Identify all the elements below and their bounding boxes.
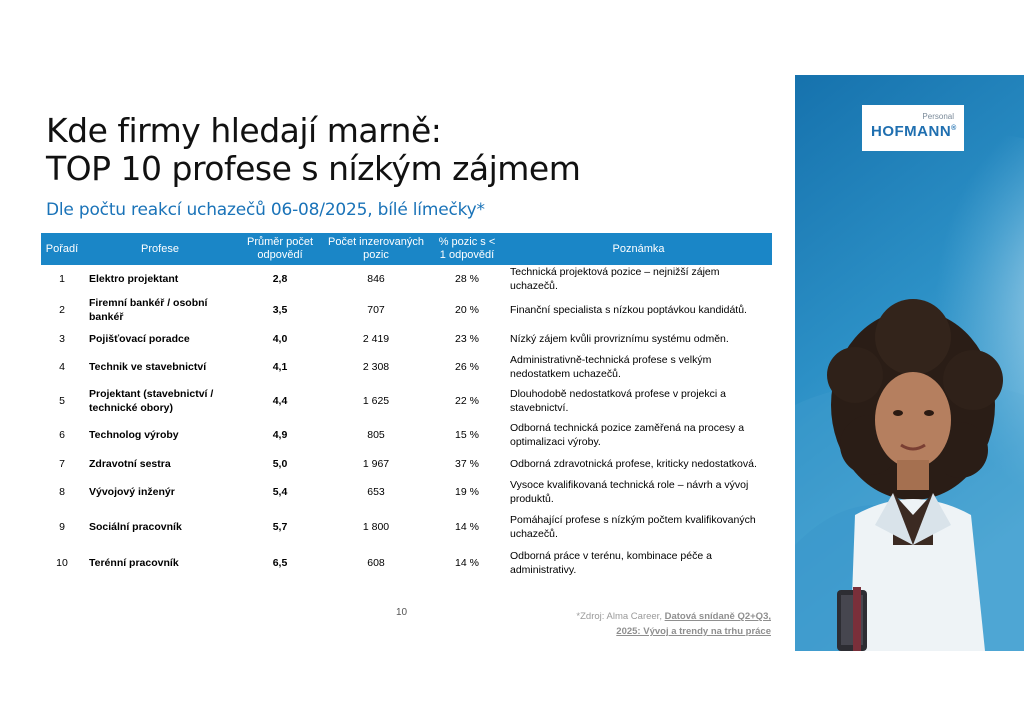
cell-note: Vysoce kvalifikovaná technická role – návrh a vývoj produktů. xyxy=(510,479,749,505)
cell-note: Finanční specialista s nízkou poptávkou kandidátů. xyxy=(510,304,747,316)
header-profession: Profese xyxy=(83,233,237,265)
cell-pct: 28 % xyxy=(455,273,479,285)
cell-pct: 19 % xyxy=(455,486,479,498)
cell-positions: 2 308 xyxy=(362,361,390,373)
cell-pct: 37 % xyxy=(455,457,479,470)
cell-positions: 1 967 xyxy=(362,457,390,470)
source-note xyxy=(576,609,771,639)
header-positions-line-2: pozic xyxy=(363,249,389,261)
cell-note: Dlouhodobě nedostatková profese v projekci a stavebnictví. xyxy=(510,388,726,414)
cell-avg: 4,4 xyxy=(272,395,288,407)
cell-rank: 2 xyxy=(59,304,65,316)
logo-name-text xyxy=(871,123,957,140)
header-avg-line-2: odpovědí xyxy=(257,249,303,261)
cell-rank: 8 xyxy=(59,486,65,498)
cell-pct: 15 % xyxy=(455,429,479,441)
cell-positions: 1 625 xyxy=(362,395,390,407)
cell-rank: 3 xyxy=(59,332,65,345)
cell-avg: 5,0 xyxy=(272,457,288,470)
slide-title xyxy=(46,112,580,188)
cell-rank: 4 xyxy=(59,361,65,373)
table-row xyxy=(41,545,772,581)
table-row xyxy=(41,350,772,384)
cell-profession: Technolog výroby xyxy=(89,429,179,441)
cell-profession: Elektro projektant xyxy=(89,273,179,285)
cell-note: Pomáhající profese s nízkým počtem kvalifikovaných uchazečů. xyxy=(510,514,756,540)
cell-pct: 20 % xyxy=(455,304,479,316)
cell-positions: 846 xyxy=(367,273,385,285)
cell-profession: Firemní bankéř / osobní bankéř xyxy=(89,297,208,323)
header-pct xyxy=(429,233,505,265)
cell-positions: 1 800 xyxy=(362,521,390,533)
slide-subtitle: Dle počtu reakcí uchazečů 06-08/2025, bílé límečky* xyxy=(46,200,485,220)
cell-note: Odborná práce v terénu, kombinace péče a administrativy. xyxy=(510,550,712,576)
table-row xyxy=(41,475,772,509)
cell-profession: Projektant (stavebnictví / technické obory) xyxy=(89,388,214,414)
header-avg-line-1: Průměr počet xyxy=(246,236,314,248)
cell-avg: 6,5 xyxy=(272,557,288,569)
cell-avg: 5,7 xyxy=(272,521,288,533)
page-number: 10 xyxy=(396,607,408,618)
profession-table xyxy=(41,233,772,581)
cell-profession: Terénní pracovník xyxy=(89,557,179,569)
cell-pct: 26 % xyxy=(455,361,479,373)
cell-positions: 707 xyxy=(367,304,385,316)
header-pct-line-2: 1 odpovědí xyxy=(439,249,495,261)
cell-pct: 23 % xyxy=(455,332,479,345)
cell-note: Odborná technická pozice zaměřená na procesy a optimalizaci výroby. xyxy=(510,422,745,448)
title-line-1: Kde firmy hledají marně: xyxy=(46,111,442,150)
cell-avg: 4,1 xyxy=(272,361,288,373)
cell-rank: 6 xyxy=(59,429,65,441)
cell-rank: 1 xyxy=(59,273,65,285)
cell-positions: 608 xyxy=(367,557,385,569)
portrait-illustration xyxy=(795,75,1024,651)
photo-panel xyxy=(795,75,1024,651)
header-pct-line-1: % pozic s < xyxy=(438,236,496,248)
title-line-2: TOP 10 profese s nízkým zájmem xyxy=(46,149,581,188)
logo-brand: HOFMANN xyxy=(871,123,952,140)
cell-profession: Vývojový inženýr xyxy=(89,486,175,498)
cell-rank: 5 xyxy=(59,395,65,407)
cell-profession: Technik ve stavebnictví xyxy=(89,361,207,373)
cell-avg: 4,0 xyxy=(272,332,288,345)
cell-avg: 2,8 xyxy=(272,273,288,285)
cell-note: Odborná zdravotnická profese, kriticky nedostatková. xyxy=(510,457,757,470)
source-link-line-2[interactable]: 2025: Vývoj a trendy na trhu práce xyxy=(616,626,771,637)
header-positions xyxy=(323,233,429,265)
cell-positions: 2 419 xyxy=(362,332,390,345)
table-row xyxy=(41,384,772,418)
table-row xyxy=(41,452,772,475)
cell-pct: 14 % xyxy=(455,557,479,569)
cell-note: Technická projektová pozice – nejnižší zájem uchazečů. xyxy=(510,266,720,292)
logo-registered-mark: ® xyxy=(951,125,957,132)
cell-profession: Zdravotní sestra xyxy=(89,457,171,470)
cell-avg: 3,5 xyxy=(272,304,288,316)
cell-positions: 653 xyxy=(367,486,385,498)
cell-rank: 9 xyxy=(59,521,65,533)
source-prefix: *Zdroj: Alma Career, xyxy=(576,611,662,622)
table-row xyxy=(41,509,772,545)
cell-note: Administrativně-technická profese s velkým nedostatkem uchazečů. xyxy=(510,354,712,380)
cell-pct: 22 % xyxy=(455,395,479,407)
header-note: Poznámka xyxy=(505,233,772,265)
cell-rank: 7 xyxy=(59,457,65,470)
table-row xyxy=(41,327,772,350)
header-rank: Pořadí xyxy=(41,233,83,265)
table-row xyxy=(41,418,772,452)
logo-personal-text: Personal xyxy=(922,112,954,121)
cell-profession: Pojišťovací poradce xyxy=(89,332,190,345)
header-positions-line-1: Počet inzerovaných xyxy=(328,236,424,248)
cell-rank: 10 xyxy=(56,557,68,569)
hofmann-logo xyxy=(862,105,964,151)
cell-avg: 5,4 xyxy=(272,486,288,498)
cell-profession: Sociální pracovník xyxy=(89,521,182,533)
cell-positions: 805 xyxy=(367,429,385,441)
table-row xyxy=(41,265,772,293)
cell-avg: 4,9 xyxy=(272,429,288,441)
cell-pct: 14 % xyxy=(455,521,479,533)
cell-note: Nízký zájem kvůli provriznímu systému odměn. xyxy=(510,332,729,345)
header-avg-responses xyxy=(237,233,323,265)
table-row xyxy=(41,293,772,327)
table-header-row xyxy=(41,233,772,265)
source-link-line-1[interactable]: Datová snídaně Q2+Q3, xyxy=(664,611,771,622)
